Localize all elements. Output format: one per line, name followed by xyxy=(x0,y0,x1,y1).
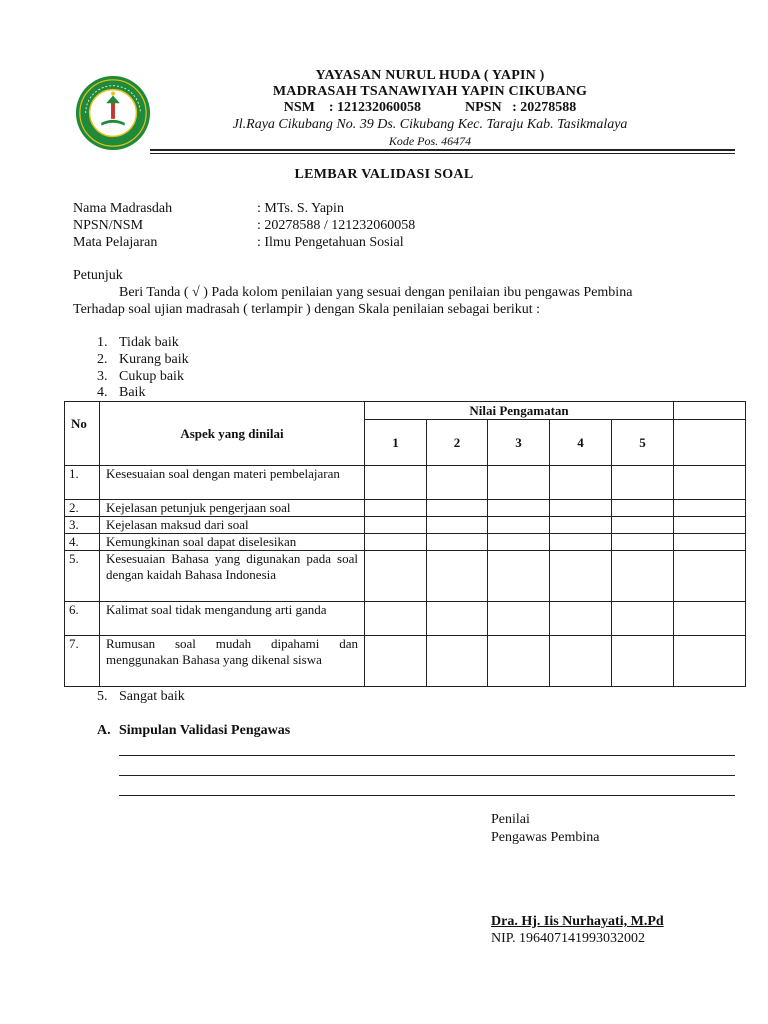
conclusion-heading: A. Simpulan Validasi Pengawas xyxy=(97,723,291,738)
score-cell[interactable] xyxy=(427,517,488,534)
table-cell xyxy=(674,551,746,602)
signature-role-1: Penilai xyxy=(491,812,530,827)
scale-item: 5. Sangat baik xyxy=(97,689,185,704)
table-row xyxy=(65,602,746,636)
score-cell[interactable] xyxy=(612,534,674,551)
answer-line[interactable] xyxy=(119,795,735,796)
field-label-subject: Mata Pelajaran xyxy=(73,235,158,250)
table-row xyxy=(65,636,746,687)
table-cell xyxy=(674,517,746,534)
score-cell[interactable] xyxy=(488,636,550,687)
row-number: 6. xyxy=(65,602,100,636)
score-cell[interactable] xyxy=(612,636,674,687)
score-cell[interactable] xyxy=(612,602,674,636)
score-cell[interactable] xyxy=(427,534,488,551)
score-cell[interactable] xyxy=(488,517,550,534)
row-number: 4. xyxy=(65,534,100,551)
row-aspect: Kejelasan maksud dari soal xyxy=(100,517,365,534)
signature-role-2: Pengawas Pembina xyxy=(491,830,600,845)
scale-item: 1. Tidak baik xyxy=(97,335,179,350)
score-cell[interactable] xyxy=(550,517,612,534)
score-cell[interactable] xyxy=(427,466,488,500)
table-row xyxy=(65,466,746,500)
score-cell[interactable] xyxy=(488,534,550,551)
score-cell[interactable] xyxy=(365,466,427,500)
field-value-npsn: : 20278588 / 121232060058 xyxy=(257,218,416,233)
column-header-no: No xyxy=(65,402,100,466)
row-aspect: Kemungkinan soal dapat diselesikan xyxy=(100,534,365,551)
score-header-4: 4 xyxy=(550,420,612,466)
score-cell[interactable] xyxy=(550,551,612,602)
score-cell[interactable] xyxy=(550,500,612,517)
score-cell[interactable] xyxy=(427,551,488,602)
nsm-value: : 121232060058 xyxy=(328,100,422,115)
row-aspect: Kesesuaian soal dengan materi pembelajaran xyxy=(100,466,365,500)
score-cell[interactable] xyxy=(488,466,550,500)
nsm-label: NSM xyxy=(283,100,315,115)
scale-item: 4. Baik xyxy=(97,385,146,400)
npsn-label: NPSN xyxy=(465,100,502,115)
instructions-line-2: Terhadap soal ujian madrasah ( terlampir ) dengan Skala penilaian sebagai berikut : xyxy=(73,302,541,317)
table-cell xyxy=(674,402,746,420)
row-number: 5. xyxy=(65,551,100,602)
npsn-value: : 20278588 xyxy=(512,100,577,115)
score-header-1: 1 xyxy=(365,420,427,466)
row-number: 2. xyxy=(65,500,100,517)
column-header-score-group: Nilai Pengamatan xyxy=(365,402,674,420)
school-address: Jl.Raya Cikubang No. 39 Ds. Cikubang Kec. Taraju Kab. Tasikmalaya xyxy=(232,117,628,132)
score-cell[interactable] xyxy=(550,636,612,687)
school-name: MADRASAH TSANAWIYAH YAPIN CIKUBANG xyxy=(272,84,588,99)
score-cell[interactable] xyxy=(550,466,612,500)
score-cell[interactable] xyxy=(365,602,427,636)
score-cell[interactable] xyxy=(365,636,427,687)
row-aspect: Rumusan soal mudah dipahami dan menggunakan Bahasa yang dikenal siswa xyxy=(100,636,365,687)
row-number: 3. xyxy=(65,517,100,534)
table-row xyxy=(65,534,746,551)
score-cell[interactable] xyxy=(612,517,674,534)
document-title: LEMBAR VALIDASI SOAL xyxy=(294,167,474,182)
field-value-subject: : Ilmu Pengetahuan Sosial xyxy=(257,235,404,250)
column-header-aspect: Aspek yang dinilai xyxy=(100,402,365,466)
scale-item: 2. Kurang baik xyxy=(97,352,189,367)
score-cell[interactable] xyxy=(550,602,612,636)
score-cell[interactable] xyxy=(427,500,488,517)
score-cell[interactable] xyxy=(612,466,674,500)
header-rule-thin xyxy=(150,153,735,154)
signer-name: Dra. Hj. Iis Nurhayati, M.Pd xyxy=(491,914,664,929)
table-cell xyxy=(674,500,746,517)
table-cell xyxy=(674,466,746,500)
score-cell[interactable] xyxy=(365,517,427,534)
table-row xyxy=(65,551,746,602)
field-value-madrasah: : MTs. S. Yapin xyxy=(257,201,344,216)
table-row xyxy=(65,517,746,534)
postal-code: Kode Pos. 46474 xyxy=(388,134,472,148)
score-cell[interactable] xyxy=(488,500,550,517)
row-number: 1. xyxy=(65,466,100,500)
score-cell[interactable] xyxy=(427,602,488,636)
answer-line[interactable] xyxy=(119,755,735,756)
score-cell[interactable] xyxy=(488,602,550,636)
signer-nip: NIP. 196407141993032002 xyxy=(491,931,646,946)
score-cell[interactable] xyxy=(427,636,488,687)
field-label-madrasah: Nama Madrasdah xyxy=(73,201,173,216)
table-cell xyxy=(674,420,746,466)
school-emblem-icon xyxy=(74,74,152,152)
score-cell[interactable] xyxy=(488,551,550,602)
score-cell[interactable] xyxy=(365,534,427,551)
row-aspect: Kejelasan petunjuk pengerjaan soal xyxy=(100,500,365,517)
validation-table xyxy=(64,401,746,687)
foundation-name: YAYASAN NURUL HUDA ( YAPIN ) xyxy=(315,68,545,83)
table-row xyxy=(65,500,746,517)
instructions-line-1: Beri Tanda ( √ ) Pada kolom penilaian yang sesuai dengan penilaian ibu pengawas Pembina xyxy=(119,285,633,300)
score-cell[interactable] xyxy=(612,500,674,517)
row-number: 7. xyxy=(65,636,100,687)
score-header-5: 5 xyxy=(612,420,674,466)
table-cell xyxy=(674,534,746,551)
row-aspect: Kalimat soal tidak mengandung arti ganda xyxy=(100,602,365,636)
score-cell[interactable] xyxy=(550,534,612,551)
school-ids xyxy=(150,100,710,116)
header-rule-thick xyxy=(150,149,735,151)
instructions-heading: Petunjuk xyxy=(73,268,123,283)
row-aspect: Kesesuaian Bahasa yang digunakan pada soal dengan kaidah Bahasa Indonesia xyxy=(100,551,365,602)
score-header-3: 3 xyxy=(488,420,550,466)
table-cell xyxy=(674,636,746,687)
score-cell[interactable] xyxy=(365,551,427,602)
score-cell[interactable] xyxy=(365,500,427,517)
score-cell[interactable] xyxy=(612,551,674,602)
field-label-npsn: NPSN/NSM xyxy=(73,218,144,233)
table-cell xyxy=(674,602,746,636)
scale-item: 3. Cukup baik xyxy=(97,369,184,384)
score-header-2: 2 xyxy=(427,420,488,466)
answer-line[interactable] xyxy=(119,775,735,776)
